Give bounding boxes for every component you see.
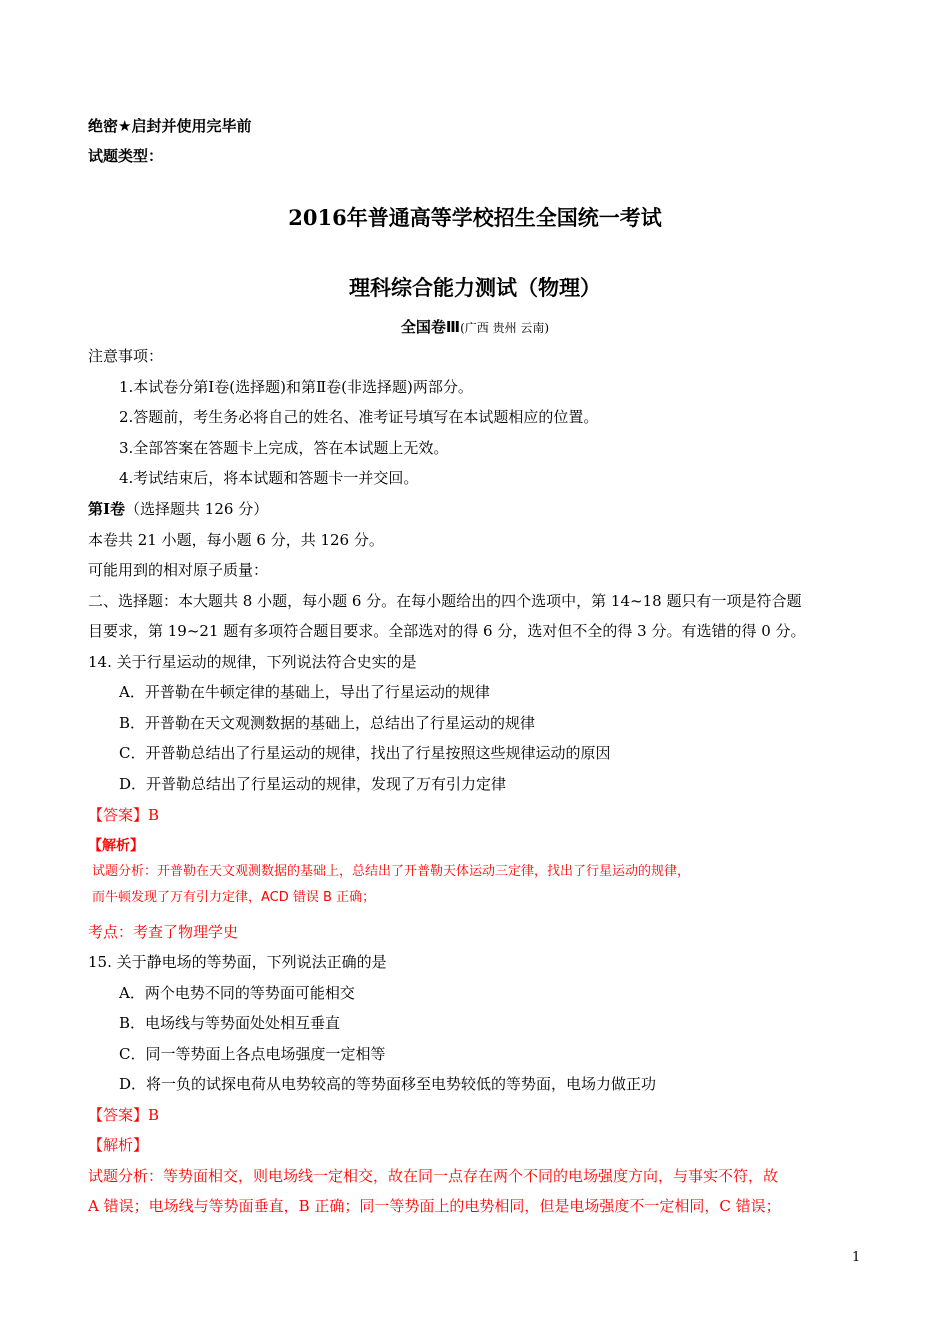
secret-label: 绝密★启封并使用完毕前 bbox=[88, 117, 252, 135]
q14-option-d: D．开普勒总结出了行星运动的规律，发现了万有引力定律 bbox=[119, 775, 507, 793]
q15-option-a: A．两个电势不同的等势面可能相交 bbox=[119, 984, 355, 1002]
q14-option-c: C．开普勒总结出了行星运动的规律，找出了行星按照这些规律运动的原因 bbox=[119, 744, 611, 762]
q15-analysis-line2: A 错误；电场线与等势面垂直，B 正确；同一等势面上的电势相同，但是电场强度不一定相同，C 错误； bbox=[88, 1197, 781, 1215]
q14-analysis-label: 【解析】 bbox=[88, 838, 144, 854]
q14-option-b: B．开普勒在天文观测数据的基础上，总结出了行星运动的规律 bbox=[119, 714, 536, 732]
note-item: 2.答题前，考生务必将自己的姓名、准考证号填写在本试题相应的位置。 bbox=[119, 408, 599, 426]
q15-option-c: C．同一等势面上各点电场强度一定相等 bbox=[119, 1045, 386, 1063]
q14-answer: 【答案】B bbox=[88, 806, 160, 824]
part2-instructions-cont: 目要求，第 19~21 题有多项符合题目要求。全部选对的得 6 分，选对但不全的得 3 分。有选错的得 0 分。 bbox=[88, 622, 806, 640]
note-item: 1.本试卷分第Ⅰ卷(选择题)和第Ⅱ卷(非选择题)两部分。 bbox=[119, 378, 473, 396]
q14-kaodian: 考点：考查了物理学史 bbox=[88, 923, 239, 941]
note-item: 3.全部答案在答题卡上完成，答在本试题上无效。 bbox=[119, 439, 449, 457]
paper-name: 全国卷Ⅲ bbox=[400, 318, 461, 336]
exam-title: 2016年普通高等学校招生全国统一考试 bbox=[288, 205, 662, 230]
q14-stem: 14. 关于行星运动的规律，下列说法符合史实的是 bbox=[88, 653, 417, 671]
paper-name-line bbox=[0, 317, 950, 338]
paper-regions: (广西 贵州 云南) bbox=[460, 321, 550, 335]
q15-answer: 【答案】B bbox=[88, 1106, 160, 1124]
q14-analysis-line2: 而牛顿发现了万有引力定律，ACD 错误 B 正确； bbox=[92, 890, 376, 905]
section-name: 第Ⅰ卷 bbox=[88, 500, 126, 518]
atomic-mass-line: 可能用到的相对原子质量： bbox=[88, 561, 269, 579]
q15-option-b: B．电场线与等势面处处相互垂直 bbox=[119, 1014, 341, 1032]
part2-instructions: 二、选择题：本大题共 8 小题，每小题 6 分。在每小题给出的四个选项中，第 14~18 题只有一项是符合题 bbox=[88, 592, 802, 610]
q15-analysis-label: 【解析】 bbox=[88, 1136, 149, 1154]
section-info: 本卷共 21 小题，每小题 6 分，共 126 分。 bbox=[88, 531, 384, 549]
q15-stem: 15. 关于静电场的等势面，下列说法正确的是 bbox=[88, 953, 387, 971]
section-heading bbox=[88, 499, 268, 519]
q15-option-d: D．将一负的试探电荷从电势较高的等势面移至电势较低的等势面，电场力做正功 bbox=[119, 1075, 657, 1093]
q14-analysis-line1: 试题分析：开普勒在天文观测数据的基础上，总结出了开普勒天体运动三定律，找出了行星运动的规律， bbox=[92, 864, 691, 879]
note-item: 4.考试结束后，将本试题和答题卡一并交回。 bbox=[119, 469, 419, 487]
section-desc: （选择题共 126 分） bbox=[125, 500, 269, 518]
q15-analysis-line1: 试题分析：等势面相交，则电场线一定相交，故在同一点存在两个不同的电场强度方向，与事实不符，故 bbox=[88, 1167, 779, 1185]
question-type-label: 试题类型： bbox=[88, 147, 164, 165]
exam-subtitle: 理科综合能力测试（物理） bbox=[349, 275, 601, 300]
page-number: 1 bbox=[852, 1250, 861, 1265]
q14-option-a: A．开普勒在牛顿定律的基础上，导出了行星运动的规律 bbox=[119, 683, 490, 701]
notes-heading: 注意事项： bbox=[88, 347, 164, 365]
